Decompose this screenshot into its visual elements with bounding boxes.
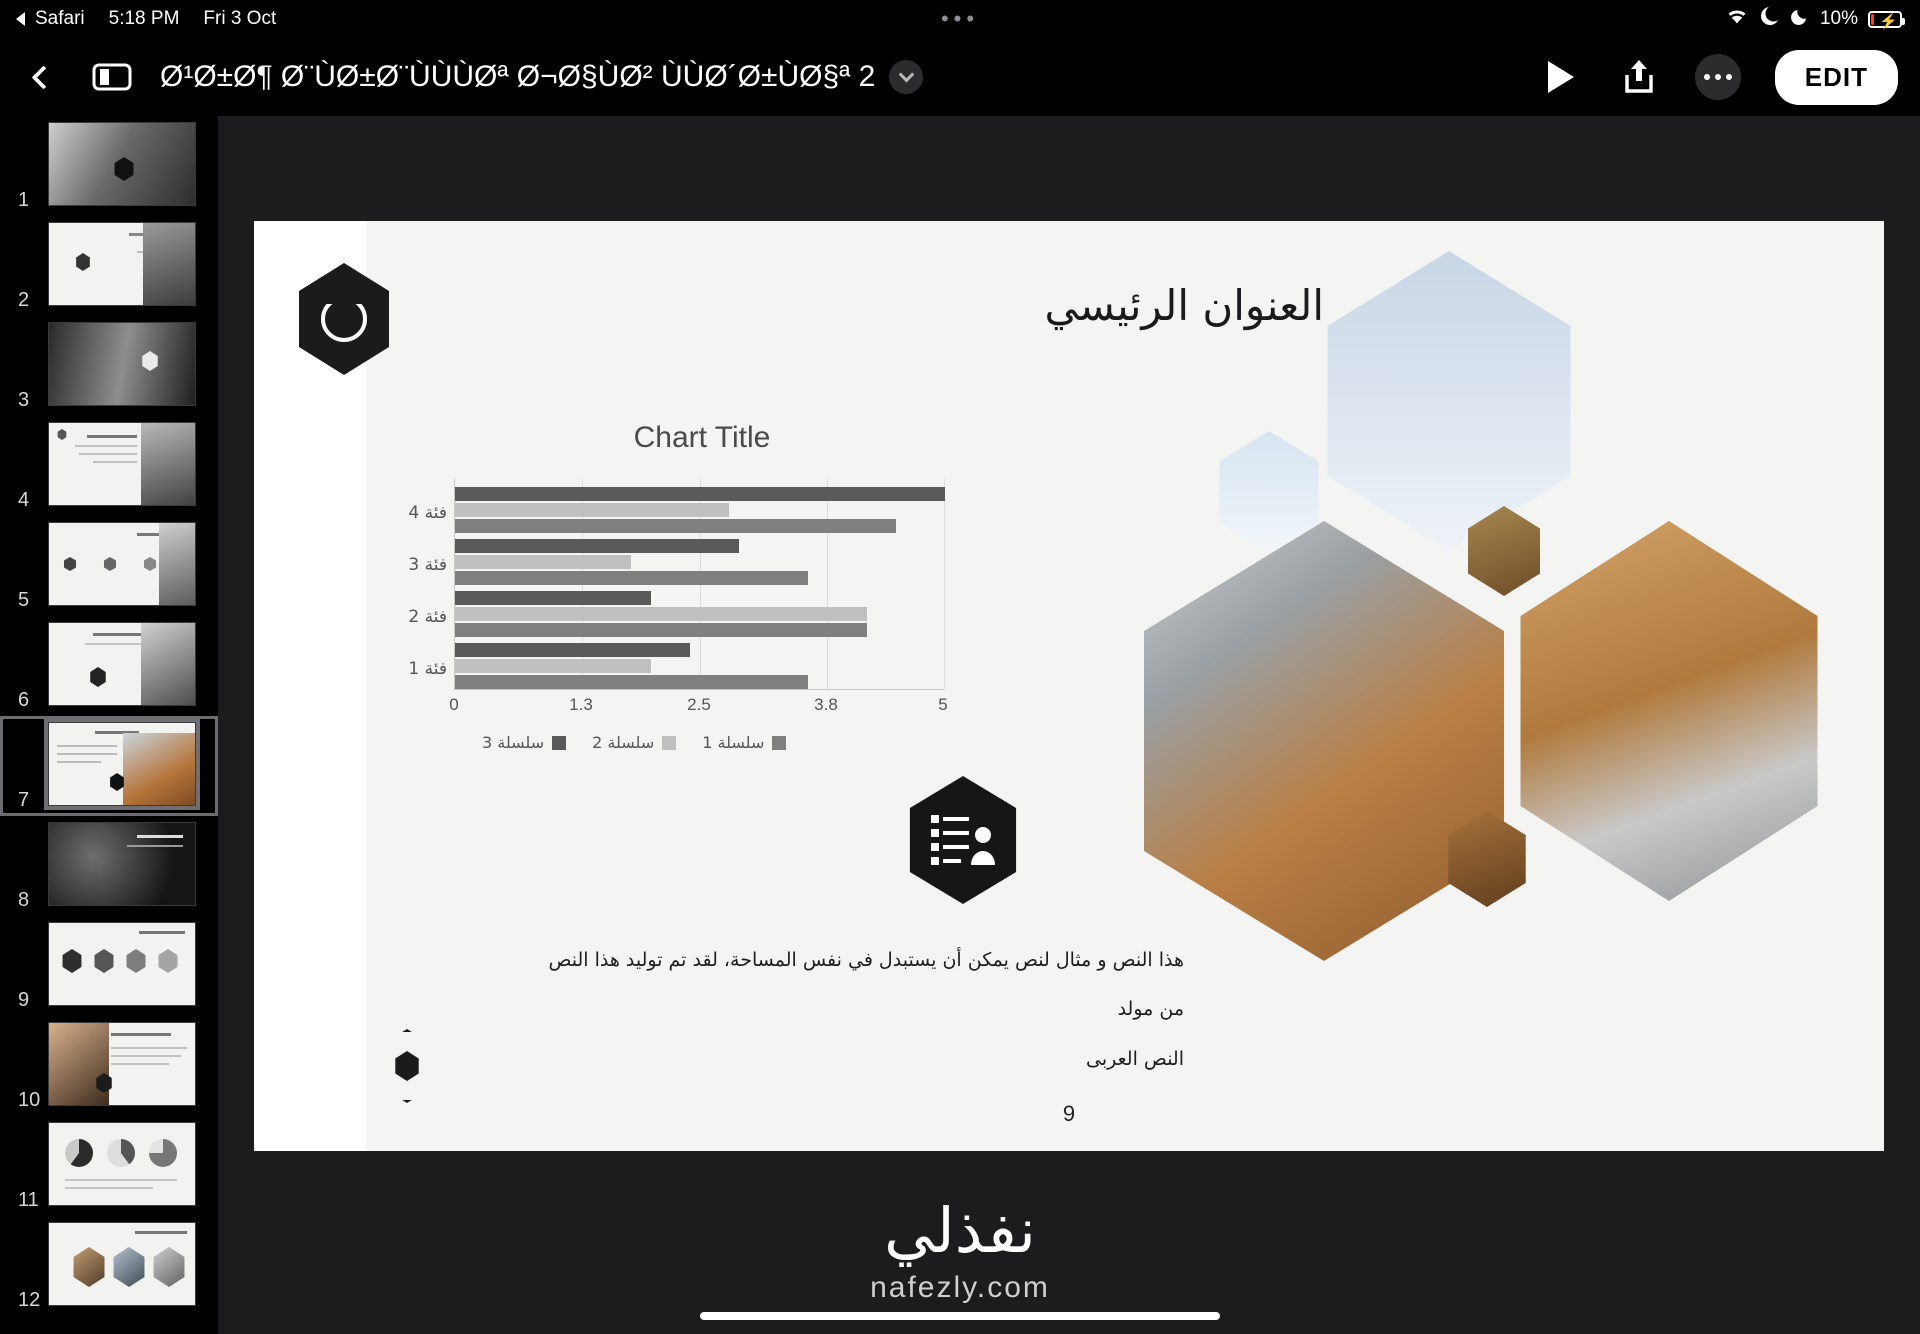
legend-item-series1 xyxy=(702,733,786,752)
navigator-slide-4[interactable] xyxy=(0,416,218,516)
slide-thumbnail[interactable] xyxy=(48,822,196,906)
chart-bar-series3 xyxy=(455,591,651,605)
navigator-slide-2[interactable] xyxy=(0,216,218,316)
legend-item-series3 xyxy=(482,733,566,752)
watermark-arabic: نفذلي xyxy=(884,1194,1036,1267)
home-indicator[interactable] xyxy=(700,1312,1220,1320)
slide-thumbnail[interactable] xyxy=(48,322,196,406)
back-to-app-label[interactable]: Safari xyxy=(35,8,85,29)
navigator-slide-8[interactable] xyxy=(0,816,218,916)
chart-category-label: فئة 3 xyxy=(408,555,447,575)
chevron-left-icon xyxy=(31,65,55,89)
ellipsis-icon xyxy=(1704,74,1710,80)
body-line-1: هذا النص و مثال لنص يمكن أن يستبدل في نفس المساحة، لقد تم توليد هذا النص من مولد xyxy=(548,949,1184,1021)
slide-number: 2 xyxy=(18,289,30,311)
battery-icon: ⚡ xyxy=(1868,11,1902,28)
chart-bar-series1 xyxy=(455,571,808,585)
chart-legend xyxy=(482,733,786,752)
slide-page-number: 9 xyxy=(1062,1101,1076,1126)
chart-category-label: فئة 4 xyxy=(408,503,447,523)
wifi-icon xyxy=(1724,6,1750,32)
chart-bar-series1 xyxy=(455,675,808,689)
watermark-latin: nafezly.com xyxy=(870,1271,1050,1304)
slide-number: 10 xyxy=(18,1089,41,1111)
toolbar-right-actions xyxy=(1539,50,1898,105)
legend-item-series2 xyxy=(592,733,676,752)
navigator-slide-9[interactable] xyxy=(0,916,218,1016)
share-icon xyxy=(1622,57,1656,97)
chart-bar-series1 xyxy=(455,519,896,533)
chart-bar-series3 xyxy=(455,487,945,501)
collage-hex-light xyxy=(1314,251,1584,551)
chart-category-label: فئة 1 xyxy=(408,659,447,679)
chart-xtick: 1.3 xyxy=(569,695,593,714)
play-button[interactable] xyxy=(1539,55,1583,99)
slide-number: 7 xyxy=(18,789,30,811)
editor-content xyxy=(0,116,1920,1334)
legend-swatch xyxy=(662,736,676,750)
slide-thumbnail[interactable] xyxy=(48,1022,196,1106)
slide-number: 1 xyxy=(18,189,30,211)
slide-thumbnail-selected[interactable] xyxy=(48,722,196,806)
chart-bar-series3 xyxy=(455,539,739,553)
back-button[interactable] xyxy=(20,57,60,97)
chart-xtick: 2.5 xyxy=(687,695,711,714)
slide-thumbnail[interactable] xyxy=(48,222,196,306)
navigator-slide-5[interactable] xyxy=(0,516,218,616)
collage-hex-laptop-photo xyxy=(1504,521,1834,901)
chart-bar-series2 xyxy=(455,607,867,621)
chart-bar-series2 xyxy=(455,555,631,569)
chart-plot-area xyxy=(408,479,944,689)
chart-bar-series2 xyxy=(455,503,729,517)
slide-thumbnail[interactable] xyxy=(48,422,196,506)
status-bar-right xyxy=(1724,6,1902,32)
navigator-slide-7[interactable] xyxy=(0,716,218,816)
slide-thumbnail[interactable] xyxy=(48,922,196,1006)
slide-thumbnail[interactable] xyxy=(48,522,196,606)
chart-x-axis xyxy=(454,689,944,690)
chart-xtick: 0 xyxy=(449,695,459,714)
back-to-app-triangle-icon[interactable] xyxy=(16,12,25,26)
hexagon-outline-icon xyxy=(374,1029,440,1103)
share-button[interactable] xyxy=(1617,55,1661,99)
chart-bar-series1 xyxy=(455,623,867,637)
current-slide[interactable] xyxy=(254,221,1884,1151)
navigator-slide-6[interactable] xyxy=(0,616,218,716)
status-time: 5:18 PM xyxy=(108,8,180,29)
moon-dnd-icon xyxy=(1790,6,1810,32)
play-icon xyxy=(1548,61,1574,93)
slide-body-text[interactable] xyxy=(544,936,1184,1084)
legend-swatch xyxy=(772,736,786,750)
slide-number: 12 xyxy=(18,1289,41,1311)
chart-category-label: فئة 2 xyxy=(408,607,447,627)
navigator-slide-3[interactable] xyxy=(0,316,218,416)
legend-label: سلسلة 2 xyxy=(592,733,655,752)
status-bar-left[interactable] xyxy=(16,8,276,30)
title-disclosure-button[interactable] xyxy=(889,60,923,94)
chart-xtick: 3.8 xyxy=(814,695,838,714)
legend-label: سلسلة 3 xyxy=(482,733,545,752)
slide-number: 8 xyxy=(18,889,30,911)
battery-percent-label: 10% xyxy=(1819,8,1858,29)
legend-label: سلسلة 1 xyxy=(702,733,765,752)
status-date: Fri 3 Oct xyxy=(203,8,277,29)
status-bar xyxy=(0,0,1920,38)
slide-thumbnail[interactable] xyxy=(48,122,196,206)
legend-swatch xyxy=(552,736,566,750)
status-center-dots: ••• xyxy=(940,6,980,31)
app-toolbar xyxy=(0,38,1920,116)
chart-xtick: 5 xyxy=(938,695,948,714)
sidebar-toggle-button[interactable] xyxy=(92,61,132,93)
slide-stage[interactable] xyxy=(218,116,1920,1334)
edit-button[interactable]: EDIT xyxy=(1775,50,1898,105)
slide-number: 4 xyxy=(18,489,30,511)
slide-number: 6 xyxy=(18,689,30,711)
moon-icon xyxy=(1760,6,1780,32)
slide-number: 11 xyxy=(18,1189,39,1211)
slide-thumbnail[interactable] xyxy=(48,622,196,706)
navigator-slide-1[interactable] xyxy=(0,116,218,216)
slide-number: 3 xyxy=(18,389,30,411)
slide-number: 9 xyxy=(18,989,30,1011)
document-title[interactable]: Ø¹Ø±Ø¶ Ø¨ÙØ±Ø¨ÙÙÙØª Ø¬Ø§ÙØ² ÙÙØ´Ø±ÙØ§ª 2 xyxy=(160,60,876,93)
chart-bar-series2 xyxy=(455,659,651,673)
slide-number: 5 xyxy=(18,589,30,611)
body-line-2: النص العربى xyxy=(1086,1047,1184,1070)
chart-bar-series3 xyxy=(455,643,690,657)
navigator-slide-10[interactable] xyxy=(0,1016,218,1116)
more-button[interactable] xyxy=(1695,54,1741,100)
chevron-down-icon xyxy=(898,66,914,82)
slide-navigator[interactable] xyxy=(0,116,218,1334)
collage-hex-glasses-photo xyxy=(1124,521,1524,961)
chart-title: Chart Title xyxy=(633,421,771,454)
slide-photo-collage xyxy=(1124,221,1884,1151)
slide-title[interactable]: العنوان الرئيسي xyxy=(1044,281,1324,330)
